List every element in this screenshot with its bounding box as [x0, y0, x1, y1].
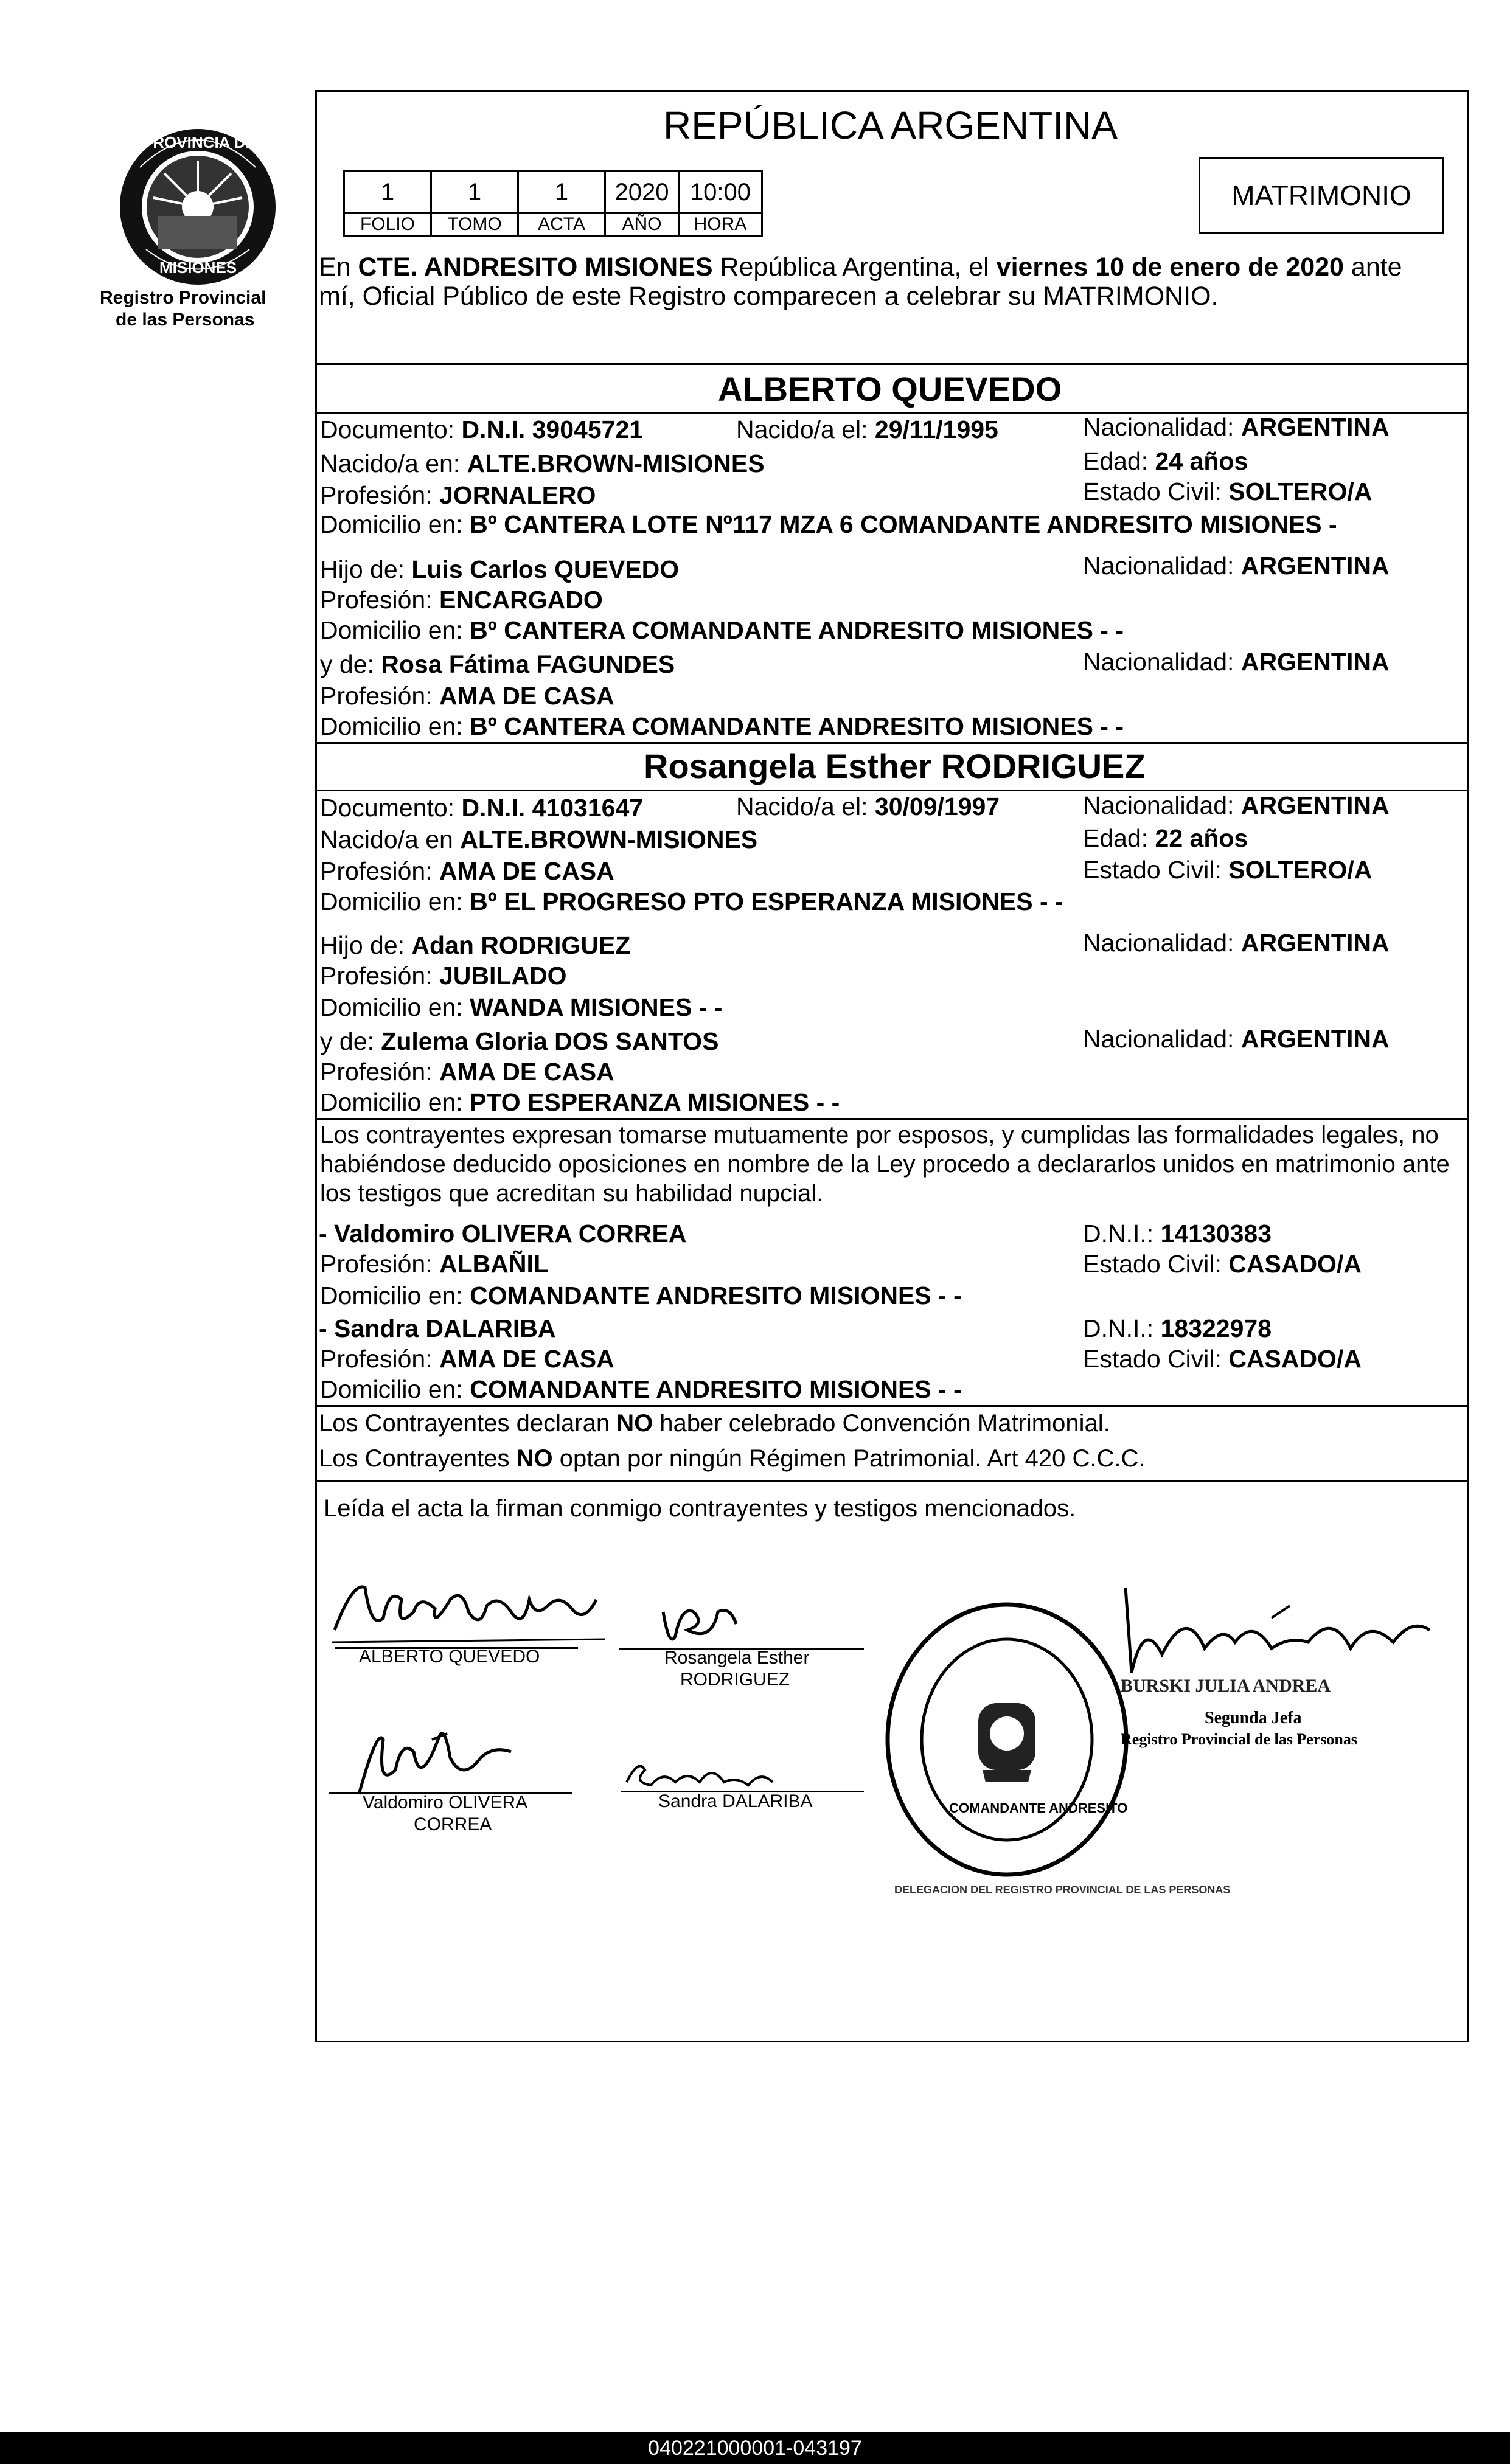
witness1-profession: Profesión: ALBAÑIL — [320, 1250, 549, 1278]
groom-address: Domicilio en: Bº CANTERA LOTE Nº117 MZA 6 COMANDANTE ANDRESITO MISIONES - — [320, 510, 1337, 538]
official-office: Registro Provincial de las Personas — [1121, 1730, 1358, 1748]
handwritten-signature-icon — [621, 1752, 803, 1794]
logo-caption-line1: Registro Provincial — [100, 288, 266, 308]
logo-ring-bottom: MISIONES — [159, 259, 237, 277]
groom-father: Hijo de: Luis Carlos QUEVEDO — [320, 555, 680, 583]
witness1-name: - Valdomiro OLIVERA CORREA — [319, 1220, 687, 1248]
act-type: MATRIMONIO — [1231, 179, 1411, 211]
intro-line1: En CTE. ANDRESITO MISIONES República Argentina, el viernes 10 de enero de 2020 ante — [319, 252, 1402, 282]
logo-caption-line2: de las Personas — [116, 310, 255, 330]
witness2-name: - Sandra DALARIBA — [319, 1314, 556, 1342]
groom-mother: y de: Rosa Fátima FAGUNDES — [320, 650, 675, 678]
regime-line1: Los Contrayentes declaran NO haber celebrado Convención Matrimonial. — [319, 1410, 1110, 1437]
witness1-signature-caption-line1: Valdomiro OLIVERA — [363, 1792, 528, 1813]
declaration-line2: habiéndose deducido oposiciones en nombre de la Ley procedo a declararlos unidos en matrimonio ante — [320, 1151, 1450, 1178]
witness2-address: Domicilio en: COMANDANTE ANDRESITO MISIONES - - — [320, 1375, 962, 1403]
groom-mother-nationality: Nacionalidad: ARGENTINA — [1083, 648, 1390, 676]
bride-profession: Profesión: AMA DE CASA — [320, 857, 614, 885]
folio-label: FOLIO — [344, 213, 431, 236]
handwritten-signature-icon — [614, 1600, 870, 1654]
intro-line2: mí, Oficial Público de este Registro comparecen a celebrar su MATRIMONIO. — [319, 282, 1219, 311]
bride-father-profession: Profesión: JUBILADO — [320, 962, 567, 990]
groom-father-nationality: Nacionalidad: ARGENTINA — [1083, 552, 1390, 580]
bride-signature-caption-line1: Rosangela Esther — [664, 1648, 810, 1668]
declaration-line3: los testigos que acreditan su habilidad nupcial. — [320, 1180, 824, 1207]
stamp-inner-text: COMANDANTE ANDRESITO — [949, 1800, 1128, 1816]
bride-father-address: Domicilio en: WANDA MISIONES - - — [320, 993, 723, 1021]
witness1-address: Domicilio en: COMANDANTE ANDRESITO MISIONES - - — [320, 1282, 962, 1310]
groom-nationality: Nacionalidad: ARGENTINA — [1083, 413, 1390, 441]
folio-value: 1 — [344, 172, 431, 213]
groom-father-profession: Profesión: ENCARGADO — [320, 586, 603, 614]
groom-name: ALBERTO QUEVEDO — [718, 370, 1062, 408]
bride-age: Edad: 22 años — [1083, 824, 1248, 852]
page-title: REPÚBLICA ARGENTINA — [663, 103, 1118, 147]
declaration-line1: Los contrayentes expresan tomarse mutuamente por esposos, y cumplidas las formalidades legales, no — [320, 1122, 1439, 1148]
witness1-signature-caption-line2: CORREA — [414, 1814, 492, 1834]
groom-signature-caption: ALBERTO QUEVEDO — [359, 1647, 540, 1667]
registry-table — [343, 170, 763, 237]
witness2-dni: D.N.I.: 18322978 — [1083, 1314, 1272, 1342]
groom-civil-status: Estado Civil: SOLTERO/A — [1083, 477, 1373, 505]
groom-profession: Profesión: JORNALERO — [320, 481, 596, 509]
groom-father-address: Domicilio en: Bº CANTERA COMANDANTE ANDRESITO MISIONES - - — [320, 616, 1124, 644]
bride-birthplace: Nacido/a en ALTE.BROWN-MISIONES — [320, 825, 758, 853]
bride-mother-profession: Profesión: AMA DE CASA — [320, 1058, 614, 1086]
handwritten-signature-icon — [329, 1575, 608, 1648]
bride-father-nationality: Nacionalidad: ARGENTINA — [1083, 929, 1390, 957]
anio-value: 2020 — [605, 172, 679, 213]
witness1-dni: D.N.I.: 14130383 — [1083, 1220, 1272, 1248]
divider — [315, 1118, 1469, 1120]
groom-age: Edad: 24 años — [1083, 447, 1248, 475]
intro-date: viernes 10 de enero de 2020 — [996, 252, 1344, 282]
bride-birthdate: Nacido/a el: 30/09/1997 — [736, 793, 1000, 821]
groom-birthdate: Nacido/a el: 29/11/1995 — [736, 415, 998, 443]
groom-birthplace: Nacido/a en: ALTE.BROWN-MISIONES — [320, 449, 765, 477]
witness2-profession: Profesión: AMA DE CASA — [320, 1345, 614, 1373]
official-name: BURSKI JULIA ANDREA — [1121, 1676, 1331, 1696]
witness2-signature-caption: Sandra DALARIBA — [658, 1791, 813, 1811]
divider — [315, 1480, 1469, 1482]
acta-value: 1 — [518, 172, 605, 213]
handwritten-signature-icon — [341, 1715, 523, 1800]
tomo-value: 1 — [431, 172, 518, 213]
acta-label: ACTA — [518, 213, 605, 236]
groom-mother-address: Domicilio en: Bº CANTERA COMANDANTE ANDRESITO MISIONES - - — [320, 712, 1124, 740]
official-title: Segunda Jefa — [1205, 1709, 1302, 1727]
bride-father: Hijo de: Adan RODRIGUEZ — [320, 931, 631, 959]
bride-mother-address: Domicilio en: PTO ESPERANZA MISIONES - - — [320, 1088, 840, 1116]
closing-text: Leída el acta la firman conmigo contrayentes y testigos mencionados. — [324, 1495, 1076, 1522]
intro-place: CTE. ANDRESITO MISIONES — [358, 252, 713, 282]
witness2-civil-status: Estado Civil: CASADO/A — [1083, 1345, 1362, 1373]
bride-name: Rosangela Esther RODRIGUEZ — [644, 747, 1146, 785]
official-stamp — [882, 1600, 1132, 1879]
groom-mother-profession: Profesión: AMA DE CASA — [320, 682, 614, 710]
groom-document: Documento: D.N.I. 39045721 — [320, 415, 644, 443]
registry-seal-icon — [882, 1600, 1132, 1879]
bride-nationality: Nacionalidad: ARGENTINA — [1083, 791, 1390, 819]
witness1-signature — [341, 1715, 523, 1803]
footer-bar — [0, 2432, 1510, 2464]
hora-label: HORA — [679, 213, 762, 236]
footer-code: 040221000001-043197 — [648, 2437, 862, 2460]
hora-value: 10:00 — [679, 172, 762, 213]
bride-mother-nationality: Nacionalidad: ARGENTINA — [1083, 1025, 1390, 1053]
witness1-civil-status: Estado Civil: CASADO/A — [1083, 1250, 1362, 1278]
anio-label: AÑO — [605, 213, 679, 236]
bride-civil-status: Estado Civil: SOLTERO/A — [1083, 856, 1373, 884]
stamp-ring-text: DELEGACION DEL REGISTRO PROVINCIAL DE LAS PERSONAS — [894, 1884, 1231, 1896]
bride-address: Domicilio en: Bº EL PROGRESO PTO ESPERANZA MISIONES - - — [320, 887, 1063, 915]
regime-line2: Los Contrayentes NO optan por ningún Régimen Patrimonial. Art 420 C.C.C. — [319, 1445, 1146, 1472]
divider — [315, 742, 1469, 744]
act-type-box — [1199, 157, 1444, 234]
groom-signature — [329, 1575, 608, 1651]
bride-mother: y de: Zulema Gloria DOS SANTOS — [320, 1027, 719, 1055]
logo-ring-top: PROVINCIA DE — [142, 133, 256, 151]
divider — [315, 363, 1469, 365]
divider — [315, 1405, 1469, 1407]
tomo-label: TOMO — [431, 213, 518, 236]
bride-signature-caption-line2: RODRIGUEZ — [680, 1670, 790, 1690]
bride-document: Documento: D.N.I. 41031647 — [320, 794, 644, 822]
